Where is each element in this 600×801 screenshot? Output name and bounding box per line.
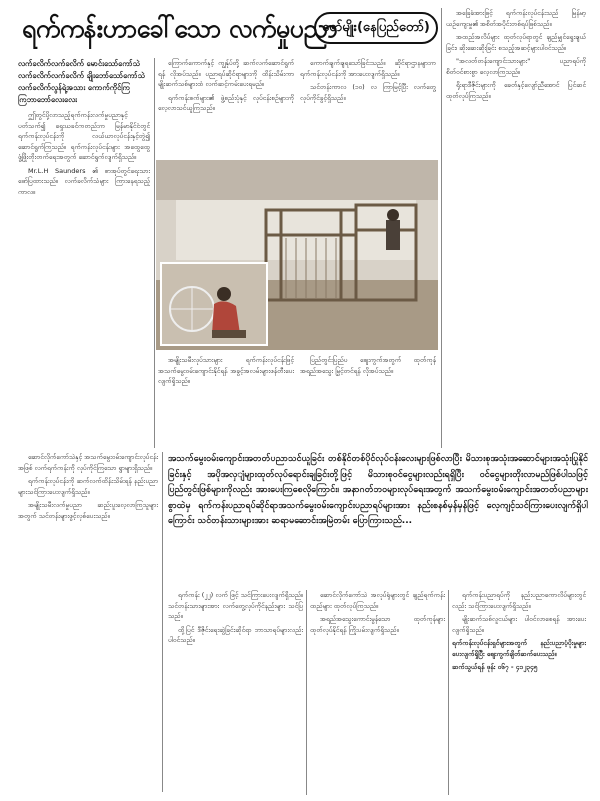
paragraph: ရက်ကန်း (၂၂) လက် ဖြင့် သင်ကြားပေးလျက်ရှိသည်။ သင်တန်းသားများအား လက်တွေ့လုပ်ကိုင်နည်းများ သင်ပြသည်။	[168, 591, 303, 620]
bottom-column-2	[310, 590, 445, 795]
article-byline: ဇော်မျိုး(နေပြည်တော်)	[314, 12, 438, 44]
paragraph: ထို့ပြင် ဒီဇိုင်းရေးဆွဲခြင်းဆိုင်ရာ ဘာသာရပ်များလည်း ပါဝင်သည်။	[168, 625, 303, 644]
column-4	[446, 8, 586, 448]
paragraph: မျိုးဆက်သစ်လူငယ်များ ပါဝင်လာစေရန် အားပေးလျက်ရှိသည်။	[452, 615, 586, 634]
column-3-middle	[300, 355, 436, 450]
intro-line: လက်ခလိက်လက်ခလိက် ချိုးဘော်သော်ကော်သဲ	[18, 71, 145, 80]
article-headline: ရက်ကန်းဟာခေါ်သော လက်မှုပညာ	[22, 14, 338, 43]
column-2-middle	[158, 355, 294, 450]
paragraph: ကြောက်ကောက်နှင့် ကျွန်ုပ်တို့ ဆက်လက်ဆောင်ရွက်ရန် လိုအပ်သည်။ ပညာရပ်ဆိုင်ရာများကို ထိန်းသိမ်းကာ မျိုးဆက်သစ်များထံ လက်ဆင့်ကမ်းပေးရမည်။	[158, 59, 294, 88]
contact-line: ဆက်သွယ်ရန် ဖုန်း ၀၆၇ - ၄၁၂၃၄၅	[452, 663, 538, 671]
article-intro-verse	[18, 58, 150, 106]
paragraph: ရက်ကန်းပညာရပ်ကို နည်းပညာကောလိပ်များတွင်လည်း သင်ကြားပေးလျက်ရှိသည်။	[452, 591, 586, 610]
paragraph: ကောက်ချက်ချရသော်ခြင်းသည်။ ဆိုင်ရာဌာနများက ရက်ကန်းလုပ်ငန်းကို အားပေးလျက်ရှိသည်။	[300, 59, 436, 78]
spinning-wheel-graphic	[162, 264, 266, 344]
paragraph: အထည်အလိပ်များ ထုတ်လုပ်ရာတွင် ချည်မျှင်ရွေးချယ်ခြင်း၊ ဆိုးဆေးဆိုးခြင်း စသည့်အဆင့်များပါဝင်သည်။	[446, 33, 586, 52]
paragraph: သင်တန်းကာလ (၁၀) လ ကြာမြင့်ပြီး လက်တွေ့လုပ်ကိုင်ခွင့်ရှိသည်။	[300, 83, 436, 102]
column-rule	[154, 58, 155, 448]
intro-line: လက်ခလိက်လက်ခလိက် မောင်းသော်ကော်သဲ	[18, 59, 140, 68]
paragraph: ဆောင်လိုက်ကော်သဲ အလုပ်ရုံများတွင် ချည်ရက်ကန်းထည်များ ထုတ်လုပ်ကြသည်။	[310, 591, 445, 610]
intro-line: ကြဘာဘော်လေးလေး	[18, 95, 78, 104]
bottom-column-1	[168, 590, 303, 795]
paragraph: ဆောင်လိုက်ကော်သဲနှင့် အသက်မွေးဝမ်းကျောင်းလုပ်ငန်းအဖြစ် လက်ရက်ကန်းကို လုပ်ကိုင်ကြသော ရွာများရှိသည်။	[18, 453, 158, 472]
column-rule	[441, 8, 442, 448]
paragraph: အရည်အသွေးကောင်းမွန်သော ထုတ်ကုန်များ ထုတ်လုပ်နိုင်ရန် ကြိုးပမ်းလျက်ရှိသည်။	[310, 615, 445, 634]
paragraph: အခြေခံအားဖြင့် ရက်ကန်းလုပ်ငန်းသည် မြန်မာ့ယဉ်ကျေးမှု၏ အစိတ်အပိုင်းတစ်ရပ်ဖြစ်သည်။	[446, 9, 586, 28]
column-rule	[162, 452, 163, 792]
bottom-column-3	[452, 590, 586, 795]
intro-line: လက်ခလိက်လွန်ရဲ့အသား ကောက်ကိုင်ကြ	[18, 83, 130, 92]
paragraph: ရိုးရာဒီဇိုင်းများကို ခေတ်နှင့်လျော်ညီအောင် ပြင်ဆင်ထုတ်လုပ်ကြသည်။	[446, 81, 586, 100]
paragraph: ရက်ကန်းလုပ်ငန်းကို ဆက်လက်ထိန်းသိမ်းရန် နည်းပညာများသင်ကြားပေးလျက်ရှိသည်။	[18, 477, 158, 496]
column-rule	[448, 590, 449, 795]
column-1-top	[18, 110, 150, 450]
paragraph: "အလတ်တန်းကျောင်းသားများ" ပညာရပ်ကို စိတ်ဝင်စားစွာ လေ့လာကြသည်။	[446, 57, 586, 76]
column-2-top	[158, 58, 294, 158]
paragraph: ဤတွင်ပို့လာသည့်ရက်ကန်းလက်မှုပညာနှင့်ပတ်သက်၍ ရှေးယခင်ကတည်းက မြန်မာနိုင်ငံတွင် ရက်ကန်းလုပ်ငန်းကို လယ်ယာလုပ်ငန်းနှင့်တွဲ၍ ဆောင်ရွက်ကြသည်။ ရက်ကန်းလုပ်ငန်းများ အထွေထွေဖွံ့ဖြိုးတိုးတက်ရေးအတွက် ဆောင်ရွက်လျက်ရှိသည်။	[18, 111, 150, 161]
paragraph: ရက်ကန်းစက်များ၏ ဖွဲ့စည်းပုံနှင့် လုပ်ငန်းစဉ်များကို လေ့လာသင်ယူကြသည်။	[158, 93, 294, 112]
column-3-top	[300, 58, 436, 158]
pull-quote: အသက်မွေးဝမ်းကျောင်းအတတ်ပညာသင်ယူခြင်း တစ်နိုင်တစ်ပိုင်လုပ်ငန်းလေးများဖြစ်လာပြီး မိသားစုအသုံးအဆောင်များအသုံးပြုနိုင်ခြင်းနှင့် အပိုအလှျံများထုတ်လုပ်ရောင်းချခြင်းတို့ဖြင့် မိသားစုဝင်ငွေများလည်းရရှိပြီး ဝင်ငွေများတိုးလာမည်ဖြစ်ပါသဖြင့် ပြည်တွင်းဖြစ်များကိုလည်း အားပေးကြစေလိုကြောင်း၊ အနာဂတ်ဘဝများလုပ်ရေးအတွက် အသက်မွေးဝမ်းကျောင်းအတတ်ပညာများစွာထဲမှ ရက်ကန်းပညာရပ်ဆိုင်ရာအသက်မွေးဝမ်းကျောင်းပညာရပ်များအား နည်းစနစ်မှန်မှန်ဖြင့် လေ့ကျင့်သင်ကြားပေးလျက်ရှိပါကြောင်း သင်တန်းသားများအား ဆရာမဆောင်းအမြဲတမ်း ပြောကြားသည်...	[168, 454, 588, 526]
paragraph: အမျိုးသမီးလုပ်သားများ ရက်ကန်းလုပ်ငန်းဖြင့် အသက်မွေးဝမ်းကျောင်းနိုင်ရန် အခွင့်အလမ်းများဖန်တီးပေးလျက်ရှိသည်။	[158, 356, 294, 385]
paragraph: ရက်ကန်းလုပ်ငန်းရှင်များအတွက် နည်းပညာပံ့ပိုးမှုများ ပေးလျက်ရှိပြီး ဈေးကွက်ချိတ်ဆက်ပေးသည်။	[452, 639, 586, 658]
paragraph: အမျိုးသမီးလက်မှုပညာ ဆည်းပူးလေ့လာကြသူများအတွက် သင်တန်းများဖွင့်လှစ်ပေးသည်။	[18, 501, 158, 520]
paragraph: ပြည်တွင်းပြည်ပ ဈေးကွက်အတွက် ထုတ်ကုန်အရည်အသွေး မြှင့်တင်ရန် လိုအပ်သည်။	[300, 356, 436, 375]
column-1-bottom	[18, 452, 158, 792]
paragraph: Mr.L.H Saunders ၏ စာအုပ်တွင်ရေးသားဖော်ပြထားသည်။ လက်ခလိက်သံများ ကြားနေရသည့်ကာလ။	[18, 166, 150, 196]
spinning-wheel-inset-photo	[160, 262, 268, 346]
column-rule	[306, 590, 307, 795]
